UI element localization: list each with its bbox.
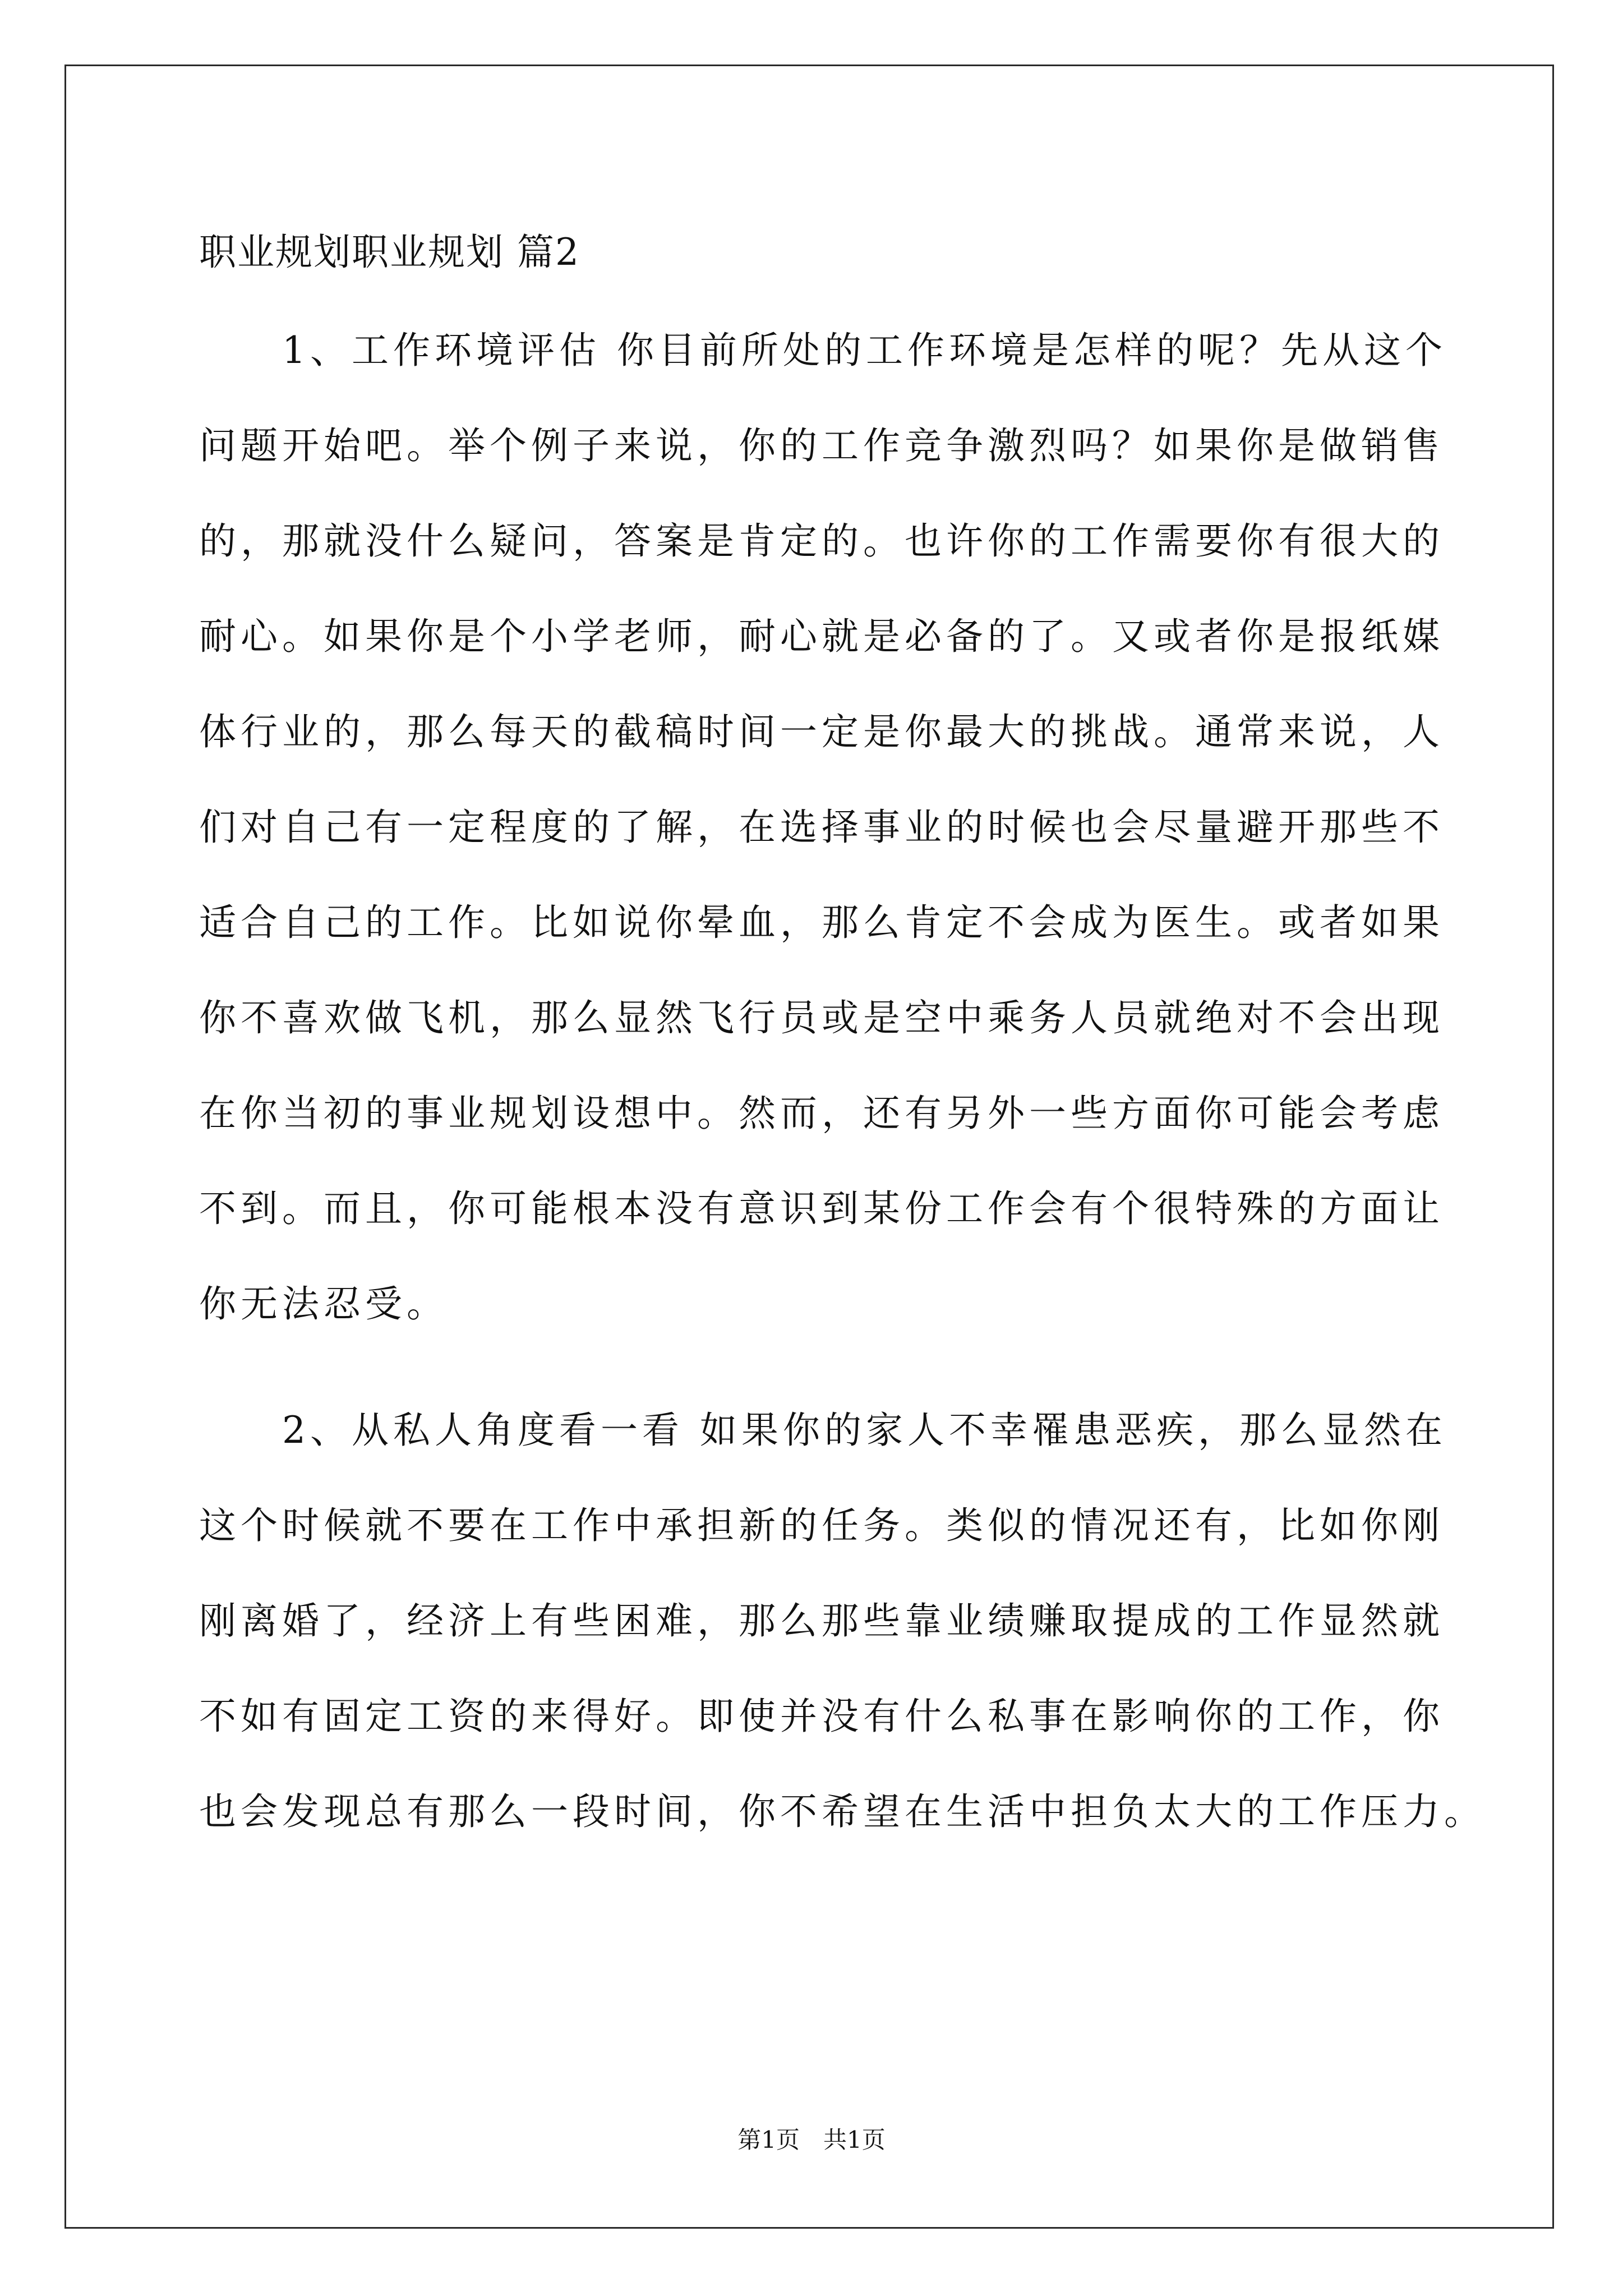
document-title: 职业规划职业规划 篇2 (199, 231, 580, 274)
body-line-4: 耐心。如果你是个小学老师，耐心就是必备的了。又或者你是报纸媒 (199, 615, 1444, 658)
body-line-11: 你无法忍受。 (199, 1282, 448, 1326)
body-line-12: 2、从私人角度看一看 如果你的家人不幸罹患恶疾，那么显然在 (199, 1409, 1447, 1452)
body-line-15: 不如有固定工资的来得好。即使并没有什么私事在影响你的工作，你 (199, 1695, 1444, 1738)
body-line-7: 适合自己的工作。比如说你晕血，那么肯定不会成为医生。或者如果 (199, 901, 1444, 944)
page-border (64, 65, 1554, 2229)
body-line-6: 们对自己有一定程度的了解，在选择事业的时候也会尽量避开那些不 (199, 806, 1444, 849)
body-line-9: 在你当初的事业规划设想中。然而，还有另外一些方面你可能会考虑 (199, 1092, 1444, 1135)
page-footer: 第1页 共1页 (737, 2126, 886, 2154)
body-line-14: 刚离婚了，经济上有些困难，那么那些靠业绩赚取提成的工作显然就 (199, 1599, 1444, 1642)
body-line-2: 问题开始吧。举个例子来说，你的工作竞争激烈吗？如果你是做销售 (199, 424, 1444, 467)
body-line-8: 你不喜欢做飞机，那么显然飞行员或是空中乘务人员就绝对不会出现 (199, 996, 1444, 1039)
body-line-5: 体行业的，那么每天的截稿时间一定是你最大的挑战。通常来说，人 (199, 710, 1444, 753)
body-line-16: 也会发现总有那么一段时间，你不希望在生活中担负太大的工作压力。 (199, 1790, 1486, 1833)
body-line-1: 1、工作环境评估 你目前所处的工作环境是怎样的呢？先从这个 (199, 329, 1447, 372)
body-line-13: 这个时候就不要在工作中承担新的任务。类似的情况还有，比如你刚 (199, 1504, 1444, 1547)
body-line-3: 的，那就没什么疑问，答案是肯定的。也许你的工作需要你有很大的 (199, 519, 1444, 563)
body-line-10: 不到。而且，你可能根本没有意识到某份工作会有个很特殊的方面让 (199, 1187, 1444, 1230)
